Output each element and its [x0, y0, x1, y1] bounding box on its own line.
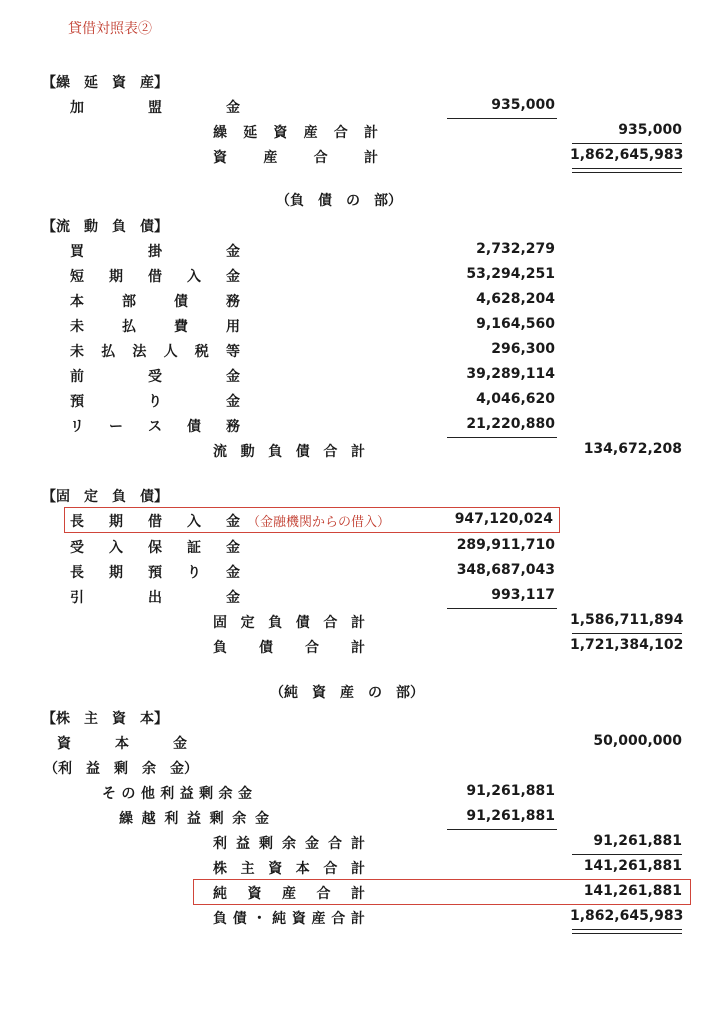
value-retained-earnings-total: 91,261,881 — [593, 833, 682, 849]
label-liabilities-and-net-assets-total: 負 債 ・ 純 資 産 合 計 — [213, 911, 365, 927]
value-liabilities-total: 1,721,384,102 — [570, 637, 684, 653]
row-label-withdrawals: 引 出 金 — [70, 590, 240, 606]
section-header-fixed-liabilities: 【固 定 負 債】 — [42, 489, 168, 505]
value-net-assets-total: 141,261,881 — [583, 883, 682, 899]
row-label-long-term-deposits: 長 期 預 り 金 — [70, 565, 240, 581]
label-char: 加 — [70, 100, 84, 116]
underline — [447, 829, 557, 830]
underline — [447, 118, 557, 119]
double-underline — [572, 929, 682, 934]
label-deferred-subtotal: 繰 延 資 産 合 計 — [213, 125, 378, 141]
section-header-deferred-assets: 【繰 延 資 産】 — [42, 75, 168, 91]
value-liabilities-and-net-assets-total: 1,862,645,983 — [570, 908, 684, 924]
label-char: 金 — [226, 100, 240, 116]
value-current-total: 134,672,208 — [583, 441, 682, 457]
heading-net-assets: （純 資 産 の 部） — [270, 685, 424, 701]
section-header-current-liabilities: 【流 動 負 債】 — [42, 219, 168, 235]
row-label-lease-obligations: リ ー ス 債 務 — [70, 419, 240, 435]
underline — [572, 854, 682, 855]
label-fixed-total: 固 定 負 債 合 計 — [213, 615, 365, 631]
underline — [572, 633, 682, 634]
double-underline — [572, 168, 682, 173]
row-label-capital: 資 本 金 — [57, 736, 187, 752]
row-label-guarantee-deposits: 受 入 保 証 金 — [70, 540, 240, 556]
row-label-kameikin — [70, 97, 240, 117]
row-label-accrued-expenses: 未 払 費 用 — [70, 319, 240, 335]
value-income-taxes-payable: 296,300 — [491, 341, 555, 357]
row-label-income-taxes-payable: 未 払 法 人 税 等 — [70, 344, 240, 360]
value-deposits-received: 4,046,620 — [476, 391, 555, 407]
label-assets-total: 資 産 合 計 — [213, 150, 378, 166]
underline — [447, 608, 557, 609]
label-shareholders-equity-total: 株 主 資 本 合 計 — [213, 861, 365, 877]
row-label-long-term-loans: 長 期 借 入 金 — [70, 514, 240, 530]
value-lease-obligations: 21,220,880 — [466, 416, 555, 432]
value-other-retained-earnings: 91,261,881 — [466, 783, 555, 799]
value-hq-debt: 4,628,204 — [476, 291, 555, 307]
value-kameikin: 935,000 — [491, 97, 555, 113]
document-title: 貸借対照表② — [68, 21, 152, 37]
label-net-assets-total: 純 資 産 合 計 — [213, 886, 365, 902]
value-kaikakekin: 2,732,279 — [476, 241, 555, 257]
label-liabilities-total: 負 債 合 計 — [213, 640, 365, 656]
value-withdrawals: 993,117 — [491, 587, 555, 603]
value-short-term-loans: 53,294,251 — [466, 266, 555, 282]
section-header-shareholders-equity: 【株 主 資 本】 — [42, 711, 168, 727]
value-long-term-deposits: 348,687,043 — [456, 562, 555, 578]
label-current-total: 流 動 負 債 合 計 — [213, 444, 365, 460]
value-capital: 50,000,000 — [593, 733, 682, 749]
underline — [447, 437, 557, 438]
row-label-hq-debt: 本 部 債 務 — [70, 294, 240, 310]
value-fixed-total: 1,586,711,894 — [570, 612, 684, 628]
label-char: 盟 — [148, 100, 162, 116]
underline — [572, 143, 682, 144]
value-accrued-expenses: 9,164,560 — [476, 316, 555, 332]
section-header-retained-earnings: （利 益 剰 余 金） — [44, 761, 198, 777]
value-advances-received: 39,289,114 — [466, 366, 555, 382]
row-label-carried-forward-retained-earnings: 繰 越 利 益 剰 余 金 — [119, 811, 269, 827]
heading-liabilities: （負 債 の 部） — [276, 193, 402, 209]
row-label-kaikakekin: 買 掛 金 — [70, 244, 240, 260]
value-assets-total: 1,862,645,983 — [570, 147, 684, 163]
value-shareholders-equity-total: 141,261,881 — [583, 858, 682, 874]
value-guarantee-deposits: 289,911,710 — [456, 537, 555, 553]
value-deferred-subtotal: 935,000 — [618, 122, 682, 138]
value-carried-forward-retained-earnings: 91,261,881 — [466, 808, 555, 824]
row-label-deposits-received: 預 り 金 — [70, 394, 240, 410]
row-label-other-retained-earnings: そ の 他 利 益 剰 余 金 — [102, 786, 252, 802]
row-label-advances-received: 前 受 金 — [70, 369, 240, 385]
label-retained-earnings-total: 利 益 剰 余 金 合 計 — [213, 836, 365, 852]
annotation-bank-borrowing: （金融機関からの借入） — [247, 515, 391, 530]
row-label-short-term-loans: 短 期 借 入 金 — [70, 269, 240, 285]
value-long-term-loans: 947,120,024 — [454, 511, 553, 527]
